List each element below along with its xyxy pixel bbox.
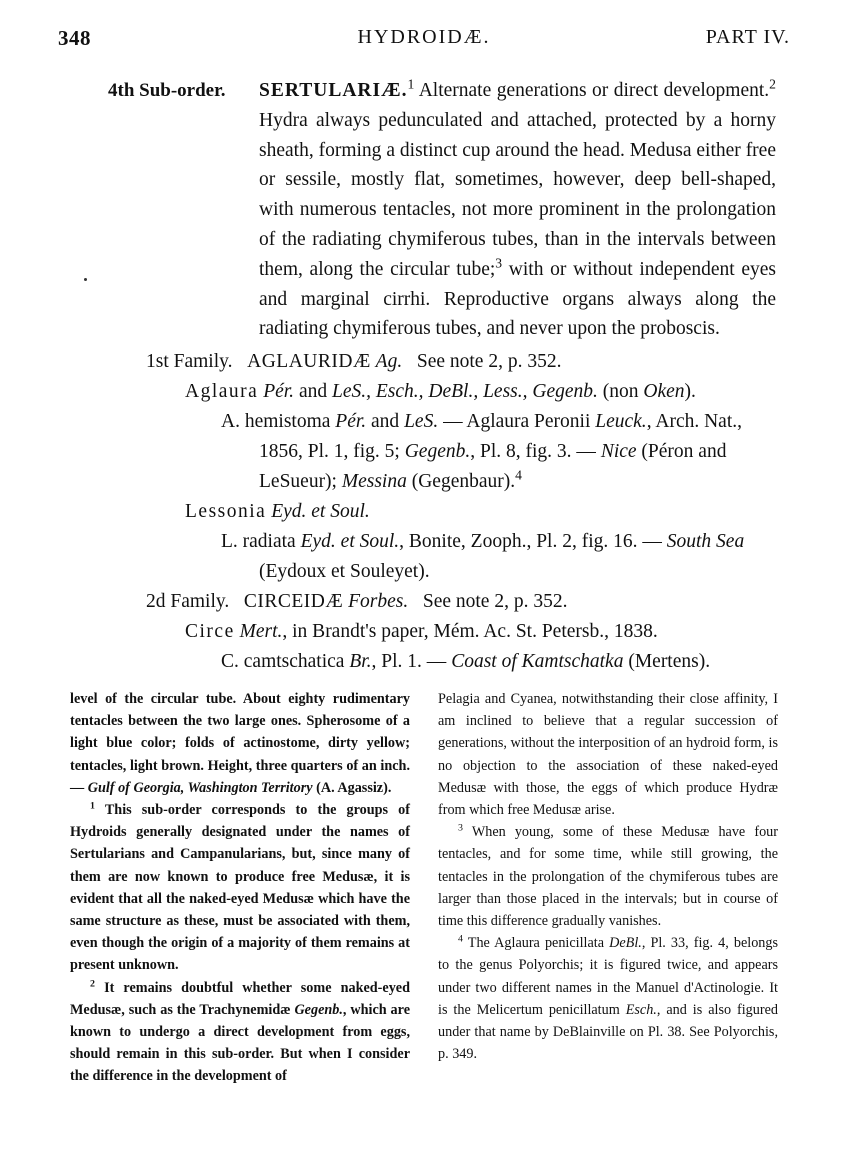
- text: When young, some of these Medusæ have four tentacles, and for some time, while still growing, the tentacles in the prolongation of the chymiferous tubes are larger than those placed in the intervals; but in course of time this difference gradually vanishes.: [438, 824, 778, 930]
- family-label: 2d Family.: [146, 591, 230, 612]
- family-label: 1st Family.: [146, 351, 233, 372]
- suborder-label: 4th Sub-order.: [108, 80, 226, 101]
- footnote-ref-4: 4: [515, 467, 522, 483]
- text: (A. Agassiz).: [312, 779, 392, 796]
- stray-mark: [84, 278, 87, 281]
- genus-name: Aglaura: [185, 381, 259, 402]
- genus-aglaura: [185, 377, 696, 407]
- footnote-ref-2: 2: [769, 76, 776, 92]
- genus-name: Circe: [185, 621, 235, 642]
- species-radiata-line-1: [221, 527, 744, 557]
- genus-name: Lessonia: [185, 501, 267, 522]
- text: , Pl. 33, fig. 4, belongs to the genus Polyorchis; it is figured twice, and appears under two different names in the Manuel d'Actinologie. It is the Melicertum penicillatum: [438, 935, 779, 1018]
- author: Pér.: [335, 411, 367, 432]
- author: LeS.: [404, 411, 439, 432]
- text: (non: [597, 381, 644, 402]
- author: Br.: [349, 651, 372, 672]
- genus-author: Mert.: [239, 621, 283, 642]
- text: It remains doubtful whether some naked-eyed Medusæ, such as the Trachynemidæ: [70, 979, 410, 1018]
- page-number: 348: [58, 26, 91, 50]
- locality: South Sea: [666, 531, 745, 552]
- text: , which are known to undergo a direct development from eggs, should remain in this sub-order. But when I consider the difference in the development of: [70, 1001, 410, 1085]
- footnote-number: 3: [458, 822, 463, 834]
- text: and: [366, 411, 405, 432]
- family-author: Forbes.: [348, 591, 409, 612]
- footnote-2: [70, 977, 410, 1088]
- locality: Messina: [341, 471, 407, 492]
- locality: Coast of Kamtschatka: [451, 651, 624, 672]
- species-hemistoma-line-3: [259, 467, 522, 497]
- text: The Aglaura penicillata: [462, 935, 610, 952]
- text: , Pl. 1. —: [371, 651, 452, 672]
- family-circeidae: [146, 587, 567, 617]
- footnote-number: 4: [458, 933, 463, 945]
- text: (Gegenbaur).: [406, 471, 516, 492]
- species-hemistoma-line-2: [259, 437, 726, 467]
- text: 1856, Pl. 1, fig. 5;: [259, 441, 405, 462]
- genus-circe: [185, 617, 658, 647]
- part-label: PART IV.: [705, 26, 790, 48]
- family-note: See note 2, p. 352.: [422, 591, 568, 612]
- text: ).: [684, 381, 696, 402]
- text: , Bonite, Zooph., Pl. 2, fig. 16. —: [399, 531, 667, 552]
- author: Esch.: [625, 1001, 657, 1018]
- species-hemistoma-line-1: [221, 407, 742, 437]
- text: , Pl. 8, fig. 3. —: [470, 441, 601, 462]
- genus-authors: LeS., Esch., DeBl., Less., Gegenb.: [331, 381, 598, 402]
- footnote-number: 2: [90, 977, 95, 989]
- author: Gegenb.: [404, 441, 471, 462]
- family-name: AGLAURIDÆ: [247, 351, 371, 372]
- family-name: CIRCEIDÆ: [243, 591, 344, 612]
- suborder-name: SERTULARIÆ.: [259, 80, 408, 101]
- text: — Aglaura Peronii: [438, 411, 596, 432]
- species-camtschatica: [221, 647, 710, 677]
- text: , Arch. Nat.,: [646, 411, 742, 432]
- family-author: Ag.: [375, 351, 403, 372]
- footnote-continuation: [70, 688, 410, 799]
- text: and: [294, 381, 332, 402]
- text: This sub-order corresponds to the groups of Hydroids generally designated under the names of Sertularians and Campanularians, but, since many of them are now known to produce free Medusæ, it is evident that all the naked-eyed Medusæ which have the same structure as these, must be associated with them, even though the origin of a majority of them remains at present unknown.: [70, 802, 410, 974]
- species-name: A. hemistoma: [221, 411, 336, 432]
- locality: Nice: [600, 441, 637, 462]
- running-title: HYDROIDÆ.: [357, 26, 491, 48]
- footnote-continuation: Pelagia and Cyanea, notwithstanding their close affinity, I am inclined to believe that a regular succession of generations, without the interposition of an hydroid form, is no objection to the association of these naked-eyed Medusæ with those, the eggs of which produce Hydræ from which free Medusæ arise.: [438, 691, 778, 819]
- author: Leuck.: [595, 411, 647, 432]
- footnote-number: 1: [90, 800, 95, 812]
- text: (Eydoux et Souleyet).: [259, 561, 430, 582]
- genus-lessonia: [185, 497, 370, 527]
- suborder-text-b: Hydra always pedunculated and attached, protected by a horny sheath, forming a distinct cup around the head. Medusa either free or sessile, mostly flat, sometimes, however, deep bell-shaped, with numerous tentacles, not more prominent in the prolongation of the radiating chymiferous tubes, than in the intervals between them, along the circular tube;: [259, 109, 776, 280]
- footnote-3: [438, 821, 778, 932]
- species-name: C. camtschatica: [221, 651, 350, 672]
- text: , and is also figured under that name by DeBlainville on Pl. 38. See Polyorchis, p. 349.: [438, 1001, 778, 1063]
- footnote-1: [70, 799, 410, 977]
- text: (Mertens).: [623, 651, 711, 672]
- footnotes-left-column: [70, 688, 410, 1088]
- family-note: See note 2, p. 352.: [416, 351, 562, 372]
- family-aglauridae: [146, 347, 561, 377]
- author: Eyd. et Soul.: [300, 531, 400, 552]
- footnote-ref-1: 1: [407, 76, 415, 92]
- suborder-text-a: Alternate generations or direct development.: [414, 80, 770, 101]
- footnote-4: [438, 932, 778, 1065]
- species-radiata-line-2: [259, 557, 430, 587]
- running-header: [58, 26, 790, 56]
- excluded-author: Oken: [643, 381, 685, 402]
- suborder-text-c: with or without independent eyes and marginal cirrhi. Reproductive organs always along the radiating chymiferous tubes, and never upon the proboscis.: [259, 258, 776, 340]
- footnotes-right-column: [438, 688, 778, 1065]
- footnote-ref-3: 3: [495, 255, 503, 271]
- text: , in Brandt's paper, Mém. Ac. St. Petersb., 1838.: [282, 621, 658, 642]
- text: LeSueur);: [259, 471, 342, 492]
- genus-author: Eyd. et Soul.: [271, 501, 370, 522]
- genus-author: Pér.: [263, 381, 295, 402]
- author: DeBl.: [609, 935, 642, 952]
- text: (Péron and: [636, 441, 727, 462]
- text: level of the circular tube. About eighty rudimentary tentacles between the two large ones. Spherosome of a light blue color; folds of actinostome, dirty yellow; tentacles, light brown. Height, three quarters of an inch. —: [70, 691, 410, 796]
- suborder-description: [259, 76, 776, 344]
- locality: Gulf of Georgia, Washington Territory: [87, 779, 313, 796]
- species-name: L. radiata: [221, 531, 301, 552]
- author: Gegenb.: [294, 1001, 343, 1018]
